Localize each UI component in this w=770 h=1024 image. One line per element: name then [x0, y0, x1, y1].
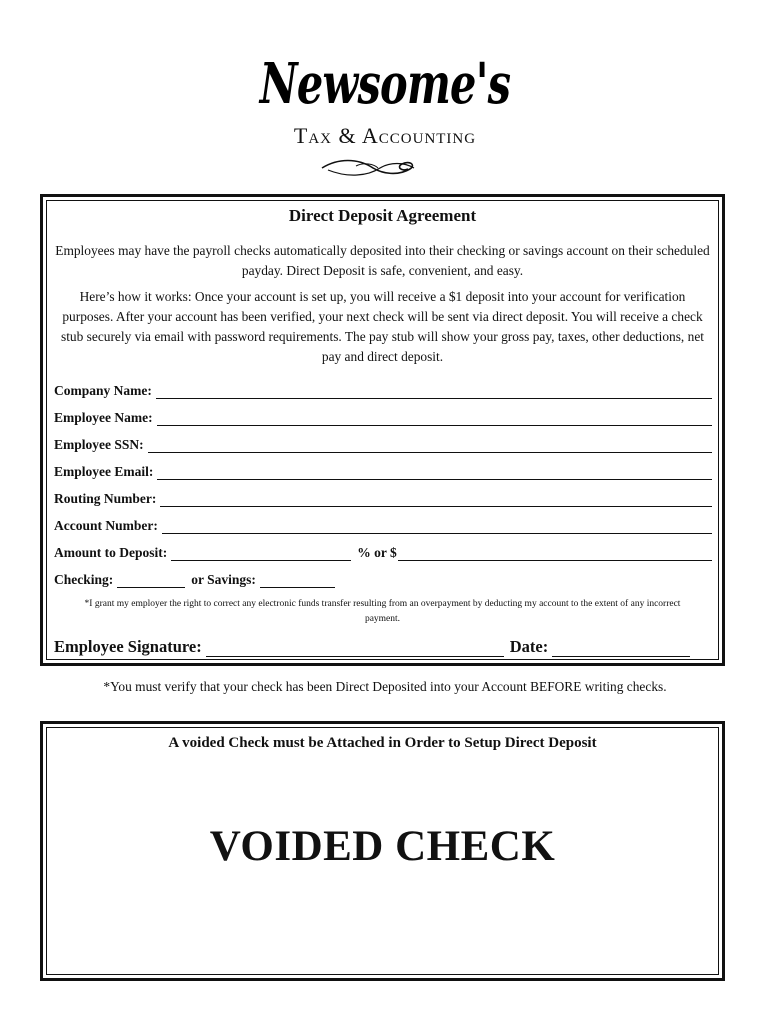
employee-ssn-field[interactable] [148, 438, 712, 453]
savings-field[interactable] [260, 573, 335, 588]
checking-field[interactable] [117, 573, 185, 588]
or-savings-label: or Savings: [191, 572, 256, 587]
employee-ssn-row [54, 433, 712, 453]
percent-or-dollar-label: % or $ [357, 545, 397, 560]
verify-deposit-warning: *You must verify that your check has been Direct Deposited into your Account BEFORE writing checks. [103, 679, 667, 694]
account-type-row [54, 568, 335, 588]
direct-deposit-agreement-form [40, 194, 725, 666]
account-number-field[interactable] [162, 519, 712, 534]
account-number-label: Account Number: [54, 518, 158, 533]
routing-number-label: Routing Number: [54, 491, 157, 506]
company-name-field[interactable] [156, 384, 712, 399]
employee-signature-label: Employee Signature: [54, 637, 202, 656]
employee-name-field[interactable] [157, 411, 712, 426]
voided-check-instruction: A voided Check must be Attached in Order to Setup Direct Deposit [168, 735, 597, 751]
agreement-how-it-works-text: Here’s how it works: Once your account is set up, you will receive a $1 deposit into your account for verification purposes. After your account has been verified, your next check will be sent via direct deposit. You will receive a check stub securely via email with password requirements. The pay stub will show your gross pay, taxes, other deductions, net pay and direct deposit. [61, 289, 704, 364]
amount-to-deposit-label: Amount to Deposit: [54, 545, 168, 560]
overpayment-footnote: *I grant my employer the right to correct any electronic funds transfer resulting from an overpayment by deducting my account to the extent of any incorrect payment. [84, 599, 681, 624]
employee-name-row [54, 406, 712, 426]
agreement-title: Direct Deposit Agreement [288, 206, 477, 225]
flourish-ornament-icon [318, 156, 418, 180]
account-number-row [54, 514, 712, 534]
employee-name-label: Employee Name: [54, 410, 153, 425]
routing-number-field[interactable] [160, 492, 712, 507]
employee-email-label: Employee Email: [54, 464, 154, 479]
employee-email-row [54, 460, 712, 480]
brand-name: Newsome's [259, 51, 511, 117]
company-name-row [54, 379, 712, 399]
signature-row [54, 633, 712, 657]
employee-email-field[interactable] [157, 465, 712, 480]
agreement-intro-text: Employees may have the payroll checks automatically deposited into their checking or savings account on their scheduled payday. Direct Deposit is safe, convenient, and easy. [55, 243, 710, 278]
amount-percent-field[interactable] [171, 546, 351, 561]
employee-ssn-label: Employee SSN: [54, 437, 144, 452]
routing-number-row [54, 487, 712, 507]
voided-check-area [40, 721, 725, 981]
amount-to-deposit-row [54, 541, 712, 561]
date-field[interactable] [552, 642, 690, 657]
checking-label: Checking: [54, 572, 114, 587]
date-label: Date: [509, 637, 549, 656]
employee-signature-field[interactable] [206, 642, 504, 657]
company-name-label: Company Name: [54, 383, 152, 398]
amount-dollar-field[interactable] [398, 546, 712, 561]
brand-subtitle: Tax & Accounting [293, 123, 477, 148]
voided-check-heading: VOIDED CHECK [209, 823, 556, 870]
